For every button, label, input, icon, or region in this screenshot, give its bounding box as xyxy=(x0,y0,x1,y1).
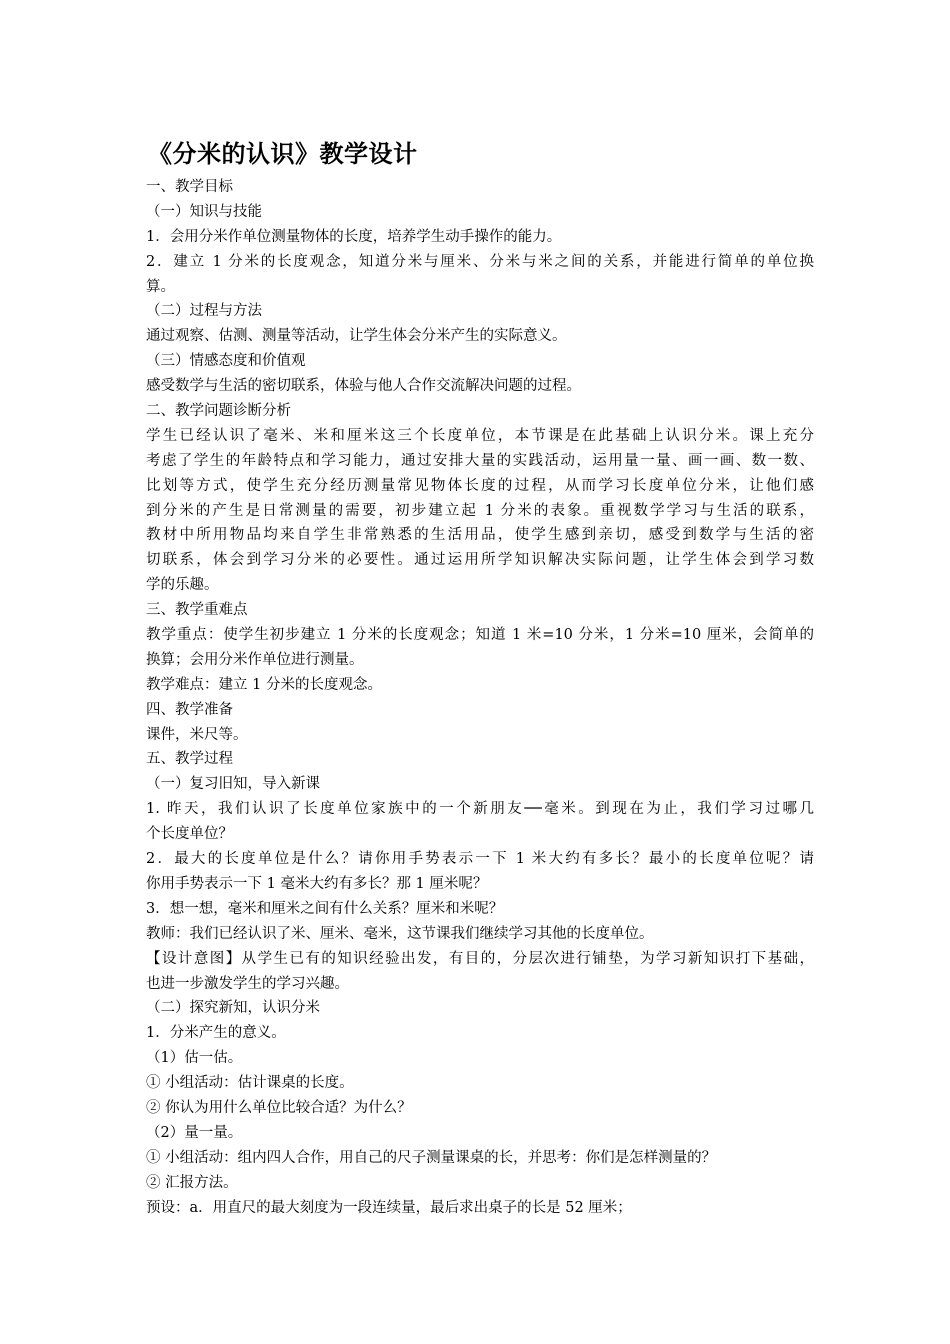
text-line: 1．分米产生的意义。 xyxy=(146,1025,286,1042)
text-line: 考虑了学生的年龄特点和学习能力，通过安排大量的实践活动，运用量一量、画一画、数一数、 xyxy=(146,452,814,469)
text-line: ② 你认为用什么单位比较合适？为什么？ xyxy=(146,1099,412,1116)
text-line: 预设：a．用直尺的最大刻度为一段连续量，最后求出桌子的长是 52 厘米； xyxy=(146,1199,632,1216)
text-line: 通过观察、估测、测量等活动，让学生体会分米产生的实际意义。 xyxy=(146,328,567,345)
text-line: （一）知识与技能 xyxy=(146,203,262,220)
text-line: 【设计意图】从学生已有的知识经验出发，有目的，分层次进行铺垫，为学习新知识打下基础， xyxy=(146,950,814,967)
text-line: （一）复习旧知，导入新课 xyxy=(146,776,320,793)
text-line: 教师：我们已经认识了米、厘米、毫米，这节课我们继续学习其他的长度单位。 xyxy=(146,925,654,942)
text-line: ① 小组活动：组内四人合作，用自己的尺子测量课桌的长，并思考：你们是怎样测量的？ xyxy=(146,1149,717,1166)
text-line: 教学难点：建立 1 分米的长度观念。 xyxy=(146,676,382,693)
text-line: 到分米的产生是日常测量的需要，初步建立起 1 分米的表象。重视数学学习与生活的联系， xyxy=(146,502,814,519)
text-line: 切联系，体会到学习分米的必要性。通过运用所学知识解决实际问题，让学生体会到学习数 xyxy=(146,552,814,569)
text-line: 二、教学问题诊断分析 xyxy=(146,403,291,420)
text-line: 教材中所用物品均来自学生非常熟悉的生活用品，使学生感到亲切，感受到数学与生活的密 xyxy=(146,527,814,544)
text-line: 2．建立 1 分米的长度观念，知道分米与厘米、分米与米之间的关系，并能进行简单的单位换 xyxy=(146,253,814,270)
text-line: 2．最大的长度单位是什么？请你用手势表示一下 1 米大约有多长？最小的长度单位呢？请 xyxy=(146,851,814,868)
text-line: 也进一步激发学生的学习兴趣。 xyxy=(146,975,349,992)
text-line: 教学重点：使学生初步建立 1 分米的长度观念；知道 1 米=10 分米，1 分米=10 厘米，会简单的 xyxy=(146,627,814,644)
text-line: 感受数学与生活的密切联系，体验与他人合作交流解决问题的过程。 xyxy=(146,378,581,395)
text-line: ① 小组活动：估计课桌的长度。 xyxy=(146,1075,354,1092)
document-body xyxy=(146,175,814,1220)
text-line: 三、教学重难点 xyxy=(146,602,248,619)
text-line: （1）估一估。 xyxy=(146,1050,243,1067)
text-line: 学生已经认识了毫米、米和厘米这三个长度单位，本节课是在此基础上认识分米。课上充分 xyxy=(146,427,814,444)
text-line: 比划等方式，使学生充分经历测量常见物体长度的过程，从而学习长度单位分米，让他们感 xyxy=(146,477,814,494)
text-line: 五、教学过程 xyxy=(146,751,233,768)
text-line: 学的乐趣。 xyxy=(146,577,219,594)
text-line: （二）过程与方法 xyxy=(146,303,262,320)
text-line: 一、教学目标 xyxy=(146,179,233,195)
text-line: （二）探究新知，认识分米 xyxy=(146,1000,320,1017)
text-line: 1．会用分米作单位测量物体的长度，培养学生动手操作的能力。 xyxy=(146,228,562,245)
text-line: （三）情感态度和价值观 xyxy=(146,353,306,370)
text-line: 课件，米尺等。 xyxy=(146,726,248,743)
text-line: 个长度单位？ xyxy=(146,826,233,843)
document-title: 《分米的认识》教学设计 xyxy=(148,139,418,168)
text-line: 换算；会用分米作单位进行测量。 xyxy=(146,651,364,668)
text-line: 3．想一想，毫米和厘米之间有什么关系？厘米和米呢？ xyxy=(146,900,504,917)
text-line: ② 汇报方法。 xyxy=(146,1174,238,1191)
text-line: 算。 xyxy=(146,278,175,295)
text-line: 你用手势表示一下 1 毫米大约有多长？那 1 厘米呢？ xyxy=(146,875,488,892)
text-line: 1. 昨天，我们认识了长度单位家族中的一个新朋友──毫米。到现在为止，我们学习过哪几 xyxy=(146,801,814,818)
text-line: 四、教学准备 xyxy=(146,701,233,718)
text-line: （2）量一量。 xyxy=(146,1124,243,1141)
